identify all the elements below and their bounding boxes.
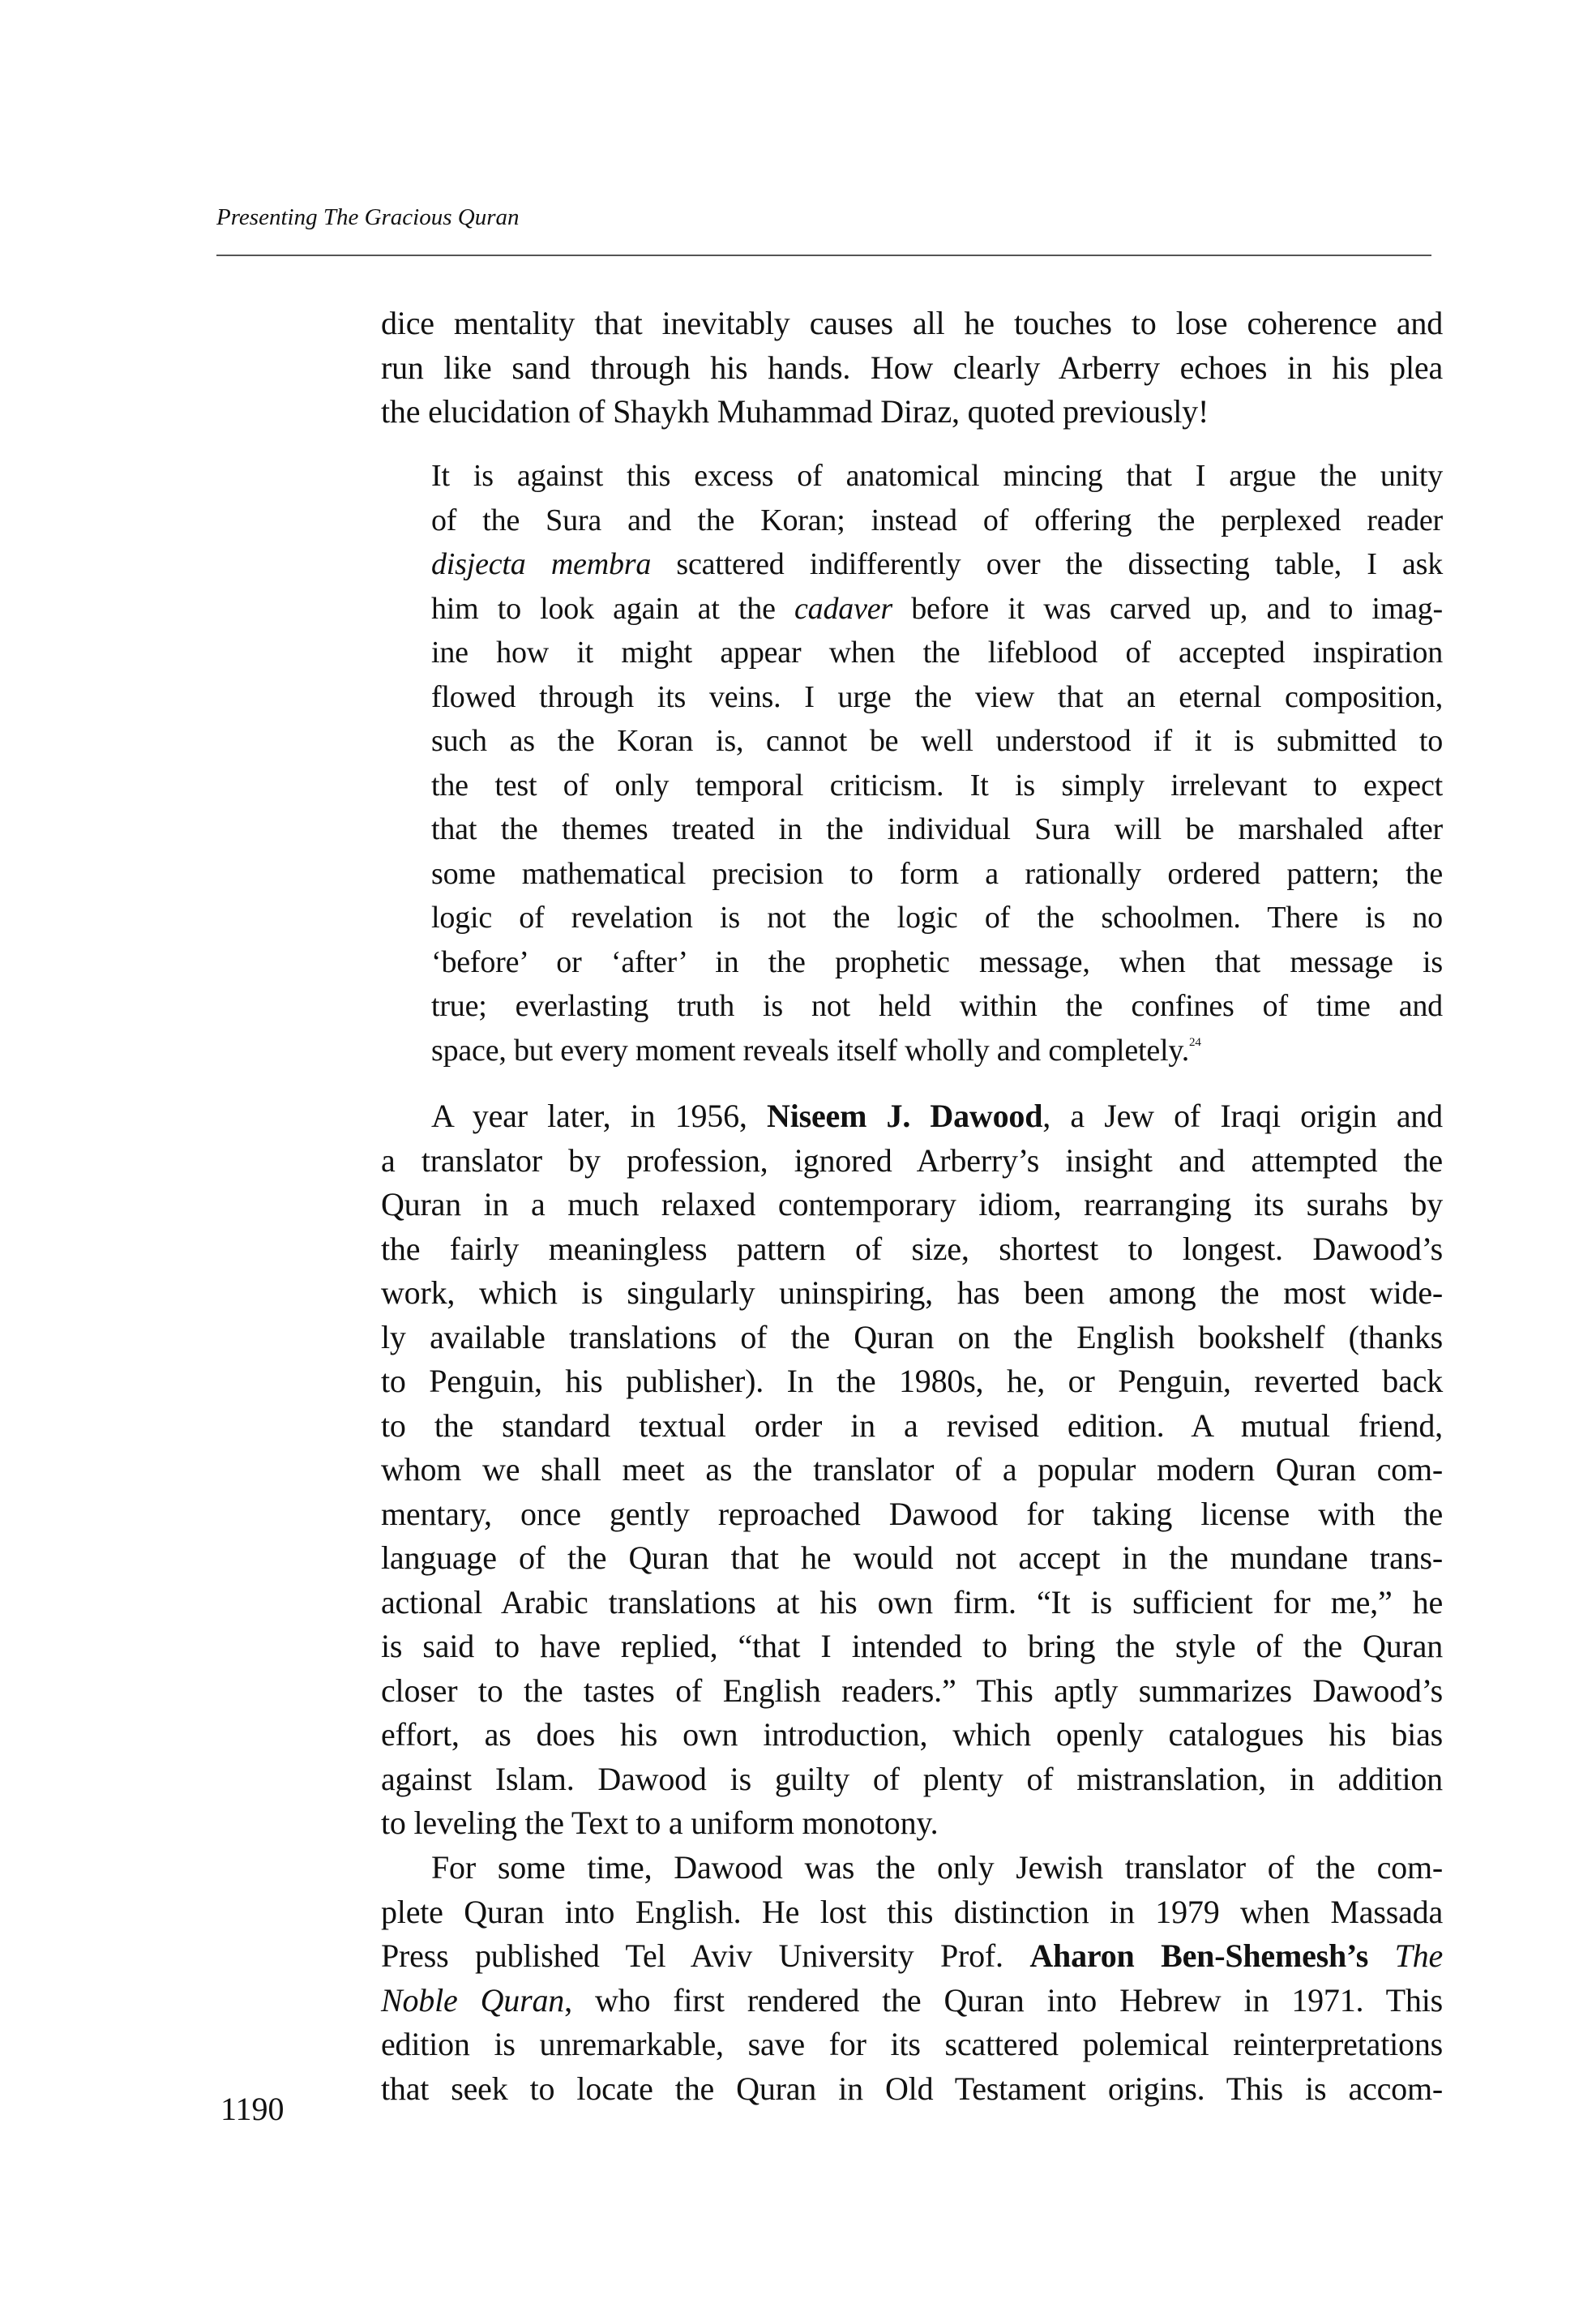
text-fragment: A year later, in 1956,: [431, 1098, 768, 1134]
text-line: to Penguin, his publisher). In the 1980s, he, or Penguin, reverted back: [381, 1363, 1443, 1399]
text-line: closer to the tastes of English readers.” This aptly summarizes Dawood’s: [381, 1672, 1443, 1709]
text-line: the elucidation of Shaykh Muhammad Diraz, quoted previously!: [381, 393, 1209, 430]
quote-line: [431, 587, 1443, 631]
translator-name: Aharon Ben-Shemesh’s: [1029, 1937, 1369, 1974]
quote-line: ‘before’ or ‘after’ in the prophetic message, when that message is: [431, 944, 1443, 979]
quote-line: the test of only temporal criticism. It is simply irrelevant to expect: [431, 768, 1443, 803]
footnote-reference[interactable]: 24: [1189, 1035, 1201, 1049]
quote-line: [431, 1029, 1443, 1073]
text-line: actional Arabic translations at his own firm. “It is sufficient for me,” he: [381, 1583, 1443, 1620]
quote-line: logic of revelation is not the logic of the schoolmen. There is no: [431, 901, 1443, 935]
text-line: a translator by profession, ignored Arberry’s insight and attempted the: [381, 1141, 1443, 1179]
quote-line: true; everlasting truth is not held within the confines of time and: [431, 989, 1443, 1023]
text-line: ly available translations of the Quran on the English bookshelf (thanks: [381, 1318, 1443, 1355]
translator-name: Niseem J. Dawood: [767, 1098, 1043, 1134]
dawood-paragraph: [381, 1094, 1443, 1846]
benshemesh-paragraph: [381, 1846, 1443, 2111]
text-line: plete Quran into English. He lost this distinction in 1979 when Massada: [381, 1893, 1443, 1930]
page-number: 1190: [220, 2091, 285, 2127]
running-head-title: Presenting The Gracious Quran: [216, 204, 520, 230]
quote-fragment: scattered indifferently over the dissecting table, I ask: [651, 547, 1443, 581]
text-line: whom we shall meet as the translator of a popular modern Quran com-: [381, 1451, 1443, 1488]
text-line: edition is unremarkable, save for its scattered polemical reinterpretations: [381, 2026, 1443, 2062]
text-line: mentary, once gently reproached Dawood for taking license with the: [381, 1495, 1443, 1532]
latin-word: cadaver: [794, 591, 893, 626]
quote-fragment: space, but every moment reveals itself wholly and completely.: [431, 1033, 1190, 1068]
text-line: the fairly meaningless pattern of size, shortest to longest. Dawood’s: [381, 1230, 1443, 1267]
quote-line: ine how it might appear when the lifeblood of accepted inspiration: [431, 636, 1443, 670]
quote-fragment: him to look again at the: [431, 591, 795, 626]
text-line: For some time, Dawood was the only Jewish translator of the com-: [431, 1849, 1443, 1886]
quote-line: It is against this excess of anatomical mincing that I argue the unity: [431, 459, 1443, 493]
latin-phrase: disjecta membra: [431, 547, 652, 581]
quote-fragment: before it was carved up, and to imag-: [892, 591, 1443, 626]
quote-line: some mathematical precision to form a rationally ordered pattern; the: [431, 856, 1443, 891]
text-line: is said to have replied, “that I intended to bring the style of the Quran: [381, 1628, 1443, 1664]
text-line: to the standard textual order in a revised edition. A mutual friend,: [381, 1406, 1443, 1444]
text-line: run like sand through his hands. How clearly Arberry echoes in his plea: [381, 349, 1443, 386]
text-line: Quran in a much relaxed contemporary idiom, rearranging its surahs by: [381, 1186, 1443, 1222]
text-line: effort, as does his own introduction, which openly catalogues his bias: [381, 1716, 1443, 1753]
text-fragment: Press published Tel Aviv University Prof.: [381, 1937, 1030, 1974]
book-title-fragment: Noble Quran: [381, 1981, 565, 2019]
text-line: work, which is singularly uninspiring, has been among the most wide-: [381, 1274, 1443, 1311]
text-line: that seek to locate the Quran in Old Testament origins. This is accom-: [381, 2070, 1443, 2107]
quote-line: flowed through its veins. I urge the view that an eternal composition,: [431, 679, 1443, 714]
text-line: language of the Quran that he would not accept in the mundane trans-: [381, 1539, 1443, 1576]
header-rule: [216, 255, 1431, 256]
text-fragment: , who first rendered the Quran into Hebrew in 1971. This: [564, 1981, 1443, 2019]
text-line: [381, 1934, 1443, 1979]
text-line: [381, 1979, 1443, 2023]
text-fragment: , a Jew of Iraqi origin and: [1042, 1098, 1443, 1134]
block-quote: [431, 454, 1443, 1072]
book-title-fragment: The: [1368, 1937, 1443, 1974]
quote-line: such as the Koran is, cannot be well understood if it is submitted to: [431, 724, 1443, 758]
text-line: dice mentality that inevitably causes all he touches to lose coherence and: [381, 305, 1443, 341]
intro-paragraph: [381, 302, 1443, 435]
text-line: against Islam. Dawood is guilty of plenty of mistranslation, in addition: [381, 1760, 1443, 1797]
text-line: [381, 1094, 1443, 1139]
quote-line: that the themes treated in the individual Sura will be marshaled after: [431, 812, 1443, 846]
quote-line: [431, 542, 1443, 587]
text-line: to leveling the Text to a uniform monotony.: [381, 1805, 939, 1841]
quote-line: of the Sura and the Koran; instead of offering the perplexed reader: [431, 503, 1443, 537]
